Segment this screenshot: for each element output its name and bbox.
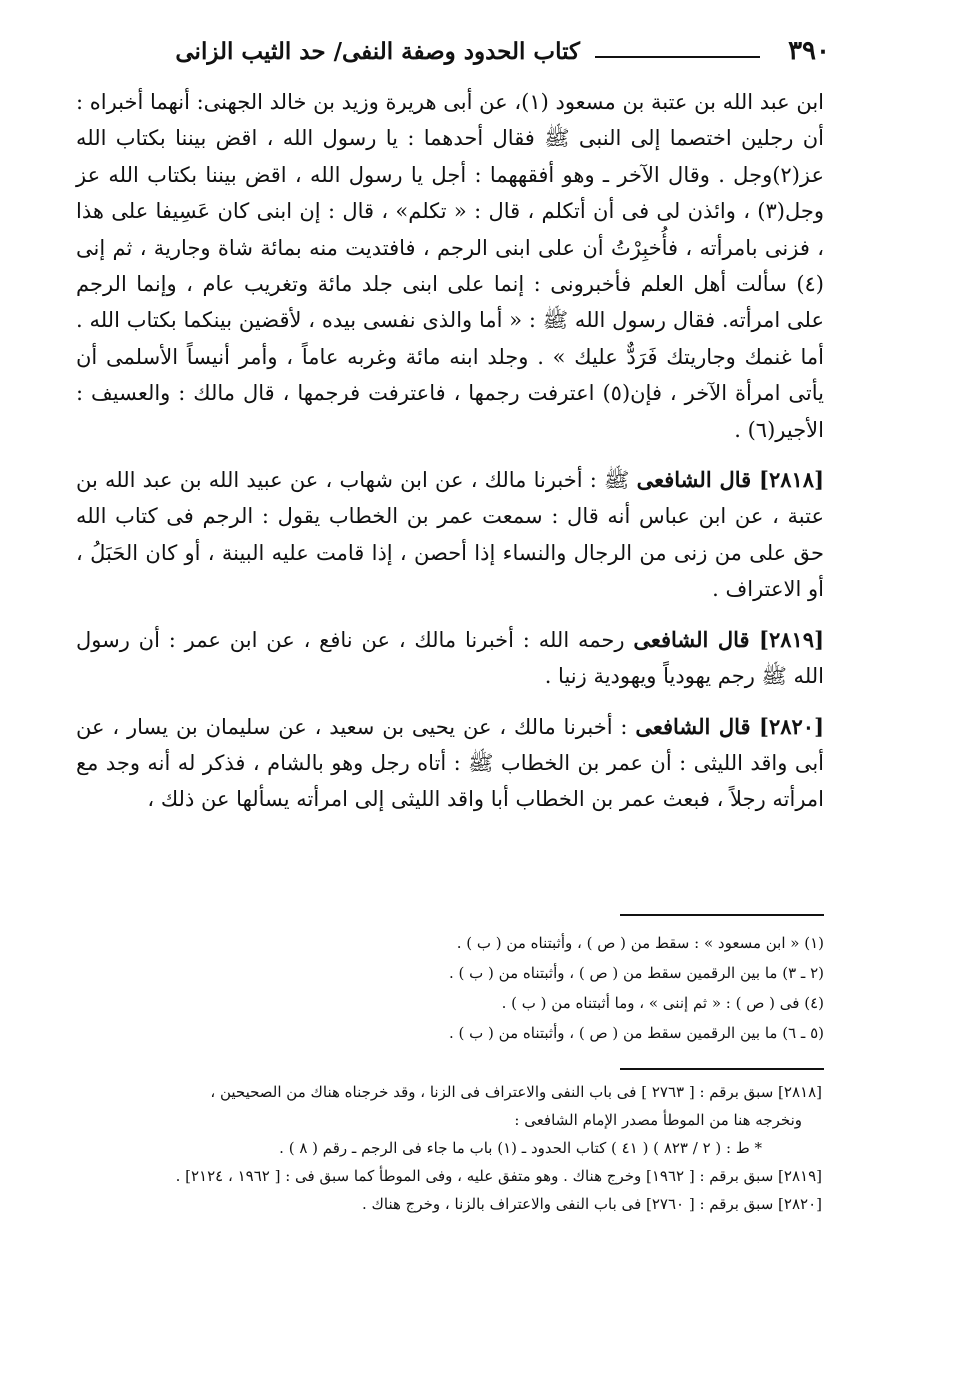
reference-2818-continued: ونخرجه هنا من الموطأ مصدر الإمام الشافعى : xyxy=(514,1111,802,1129)
paragraph-lead: [٢٨٢٠] قال الشافعى xyxy=(635,713,825,739)
footnote: (٤) فى ( ص ) : « ثم إننى » ، وما أثبتناه من ( ب ) . xyxy=(501,994,824,1012)
main-text xyxy=(76,84,824,818)
reference-2820: [٢٨٢٠] سبق برقم : [ ٢٧٦٠] فى باب النفى والاعتراف بالزنا ، وخرج هناك . xyxy=(361,1195,822,1213)
footnote-separator xyxy=(620,914,824,916)
footnote: (١) « ابن مسعود » : سقط من ( ص ) ، وأثبتناه من ( ب ) . xyxy=(456,934,824,952)
reference-2818-source: * ط : ( ٢ / ٨٢٣ ) ( ٤١ ) كتاب الحدود ـ (١) باب ما جاء فى الرجم ـ رقم ( ٨ ) . xyxy=(279,1139,762,1157)
chapter-title: كتاب الحدود وصفة النفى/ حد الثيب الزانى xyxy=(175,38,580,65)
references xyxy=(80,1078,822,1218)
paragraph-text: رحمه الله : أخبرنا مالك ، عن نافع ، عن ابن عمر : أن رسول الله ﷺ رجم يهودياً ويهودية زنيا . xyxy=(76,627,824,689)
footnotes xyxy=(124,928,824,1048)
references-separator xyxy=(620,1068,824,1070)
reference-2818: [٢٨١٨] سبق برقم : [ ٢٧٦٣ ] فى باب النفى والاعتراف فى الزنا ، وقد خرجناه هناك من الصحيحين ، xyxy=(210,1083,822,1101)
paragraph-hadith-continued xyxy=(76,84,824,448)
paragraph-2819 xyxy=(76,622,824,695)
paragraph-text: : أخبرنا مالك ، عن يحيى بن سعيد ، عن سليمان بن يسار ، عن أبى واقد الليثى : أن عمر بن الخطاب ﷺ : أتاه رجل وهو بالشام ، فذكر له أنه وجد مع امرأته رجلاً ، فبعث عمر بن الخطاب أبا واقد الليثى إلى امرأته يسألها عن ذلك ، xyxy=(76,714,824,812)
footnote: (٥ ـ ٦) ما بين الرقمين سقط من ( ص ) ، وأثبتناه من ( ب ) . xyxy=(449,1024,824,1042)
reference-2819: [٢٨١٩] سبق برقم : [ ١٩٦٢] وخرج هناك . وهو متفق عليه ، وفى الموطأ كما سبق فى : [ ١٩٦٢ ، ٢١٢٤] . xyxy=(175,1167,822,1185)
paragraph-text: ابن عبد الله بن عتبة بن مسعود (١)، عن أبى هريرة وزيد بن خالد الجهنى: أنهما أخبراه : أن رجلين اختصما إلى النبى ﷺ فقال أحدهما : يا رسول الله ، اقض بيننا بكتاب الله عز(٢)وجل . وقال الآخر ـ وهو أفقههما : أجل يا رسول الله ، اقض بيننا بكتاب الله عز وجل(٣) ، وائذن لى فى أن أتكلم ، قال : « تكلم» ، قال : إن ابنى كان عَسِيفا على هذا ، فزنى بامرأته ، فأُخبِرْتُ أن على ابنى الرجم ، فافتديت منه بمائة شاة وجارية ، ثم إنى (٤) سألت أهل العلم فأخبرونى : إنما على ابنى جلد مائة وتغريب عام ، وإنما الرجم على امرأته. فقال رسول الله ﷺ : « أما والذى نفسى بيده ، لأقضين بينكما بكتاب الله . أما غنمك وجاريتك فَرَدٌّ عليك » . وجلد ابنه مائة وغربه عاماً ، وأمر أنيساً الأسلمى أن يأتى امرأة الآخر ، فإن(٥) اعترفت رجمها ، فاعترفت فرجمها ، قال مالك : والعسيف : الأجير(٦) . xyxy=(76,90,825,442)
paragraph-lead: [٢٨١٩] قال الشافعى xyxy=(633,626,825,652)
paragraph-2818 xyxy=(76,462,824,608)
paragraph-text: ﷺ : أخبرنا مالك ، عن ابن شهاب ، عن عبيد الله بن عبد الله بن عتبة ، عن ابن عباس أنه قال : سمعت عمر بن الخطاب يقول : الرجم فى كتاب الله حق على من زنى من الرجال والنساء إذا أحصن ، إذا قامت عليه البينة ، أو كان الحَبَلُ ، أو الاعتراف . xyxy=(76,468,824,602)
paragraph-2820 xyxy=(76,709,824,818)
header-rule xyxy=(595,56,760,58)
page-number: ٣٩٠ xyxy=(788,36,830,66)
paragraph-lead: [٢٨١٨] قال الشافعى xyxy=(636,467,824,493)
footnote: (٢ ـ ٣) ما بين الرقمين سقط من ( ص ) ، وأثبتناه من ( ب ) . xyxy=(449,964,824,982)
running-header xyxy=(70,36,830,76)
